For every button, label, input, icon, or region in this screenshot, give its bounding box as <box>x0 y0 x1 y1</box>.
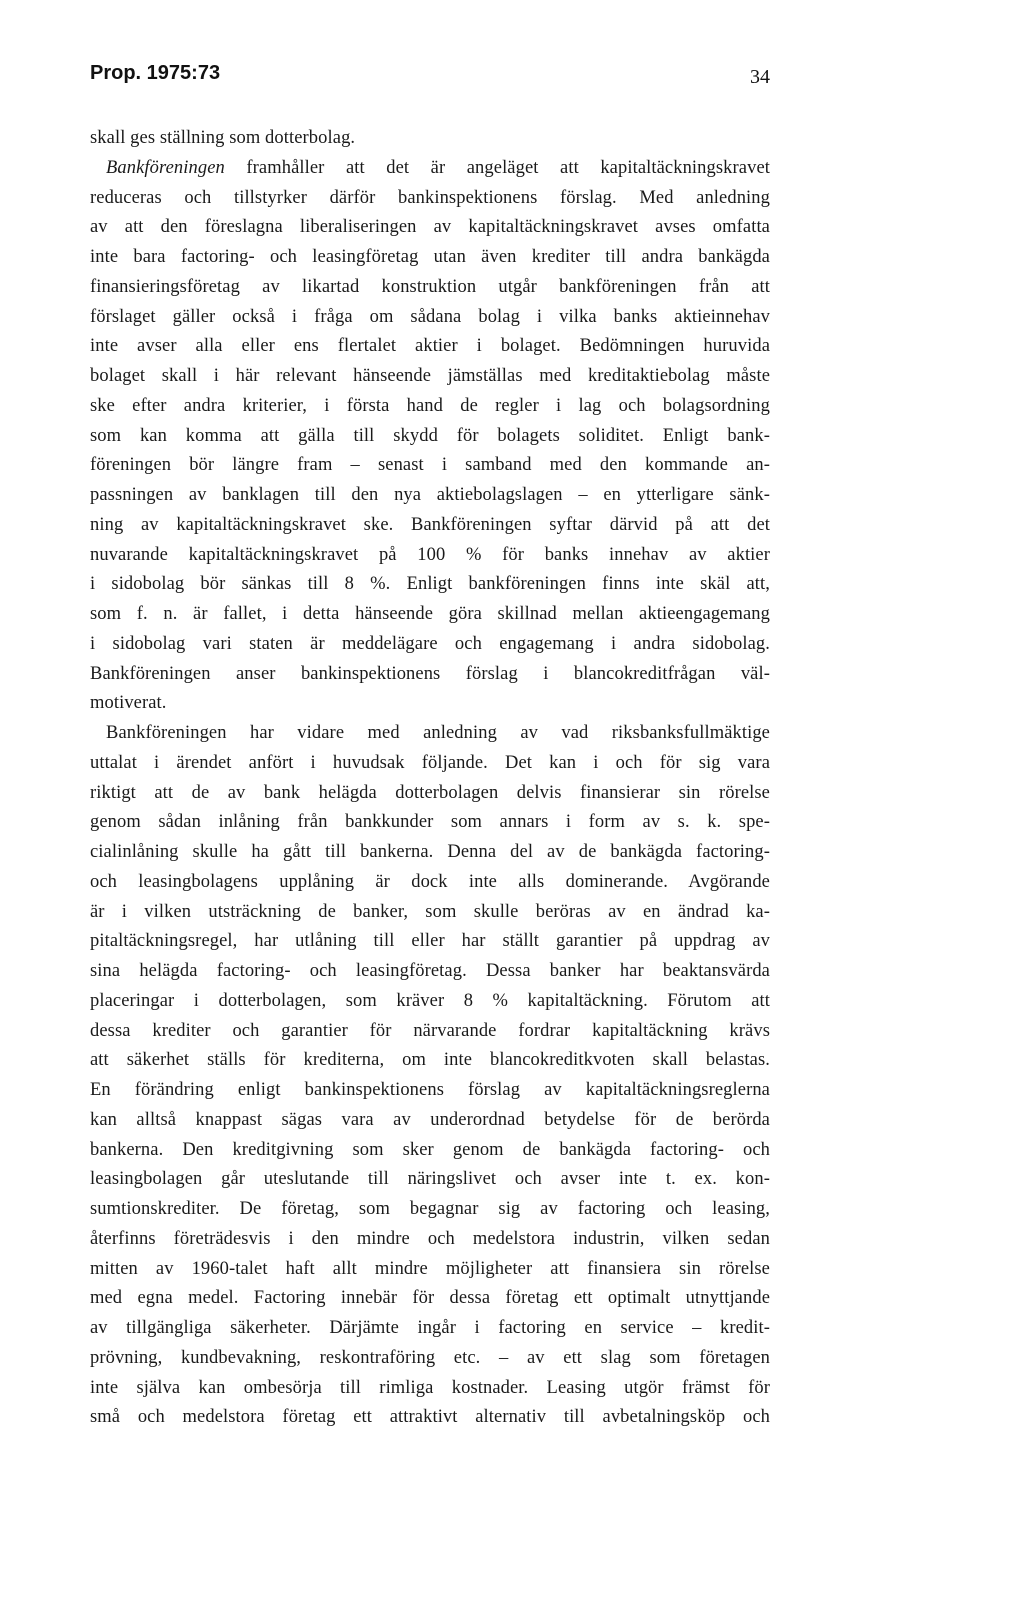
text-line: Bankföreningen anser bankinspektionens förslag i blancokreditfrågan väl- <box>90 663 770 684</box>
text-line: kan alltså knappast sägas vara av underordnad betydelse för de berörda <box>90 1109 770 1130</box>
text-line: Bankföreningen har vidare med anledning av vad riksbanksfullmäktige <box>106 723 770 743</box>
text-line: mitten av 1960-talet haft allt mindre möjligheter att finansiera sin rörelse <box>90 1258 770 1279</box>
text-line: föreningen bör längre fram – senast i samband med den kommande an- <box>90 455 770 476</box>
text-line: är i vilken utsträckning de banker, som skulle beröras av en ändrad ka- <box>90 901 770 922</box>
text-line: inte bara factoring- och leasingföretag utan även krediter till andra bankägda <box>90 247 770 267</box>
text-line: skall ges ställning som dotterbolag. <box>90 128 356 148</box>
text-line: att säkerhet ställs för krediterna, om inte blancokreditkvoten skall belastas. <box>90 1050 770 1071</box>
text-line: sumtionskrediter. De företag, som begagnar sig av factoring och leasing, <box>90 1199 770 1219</box>
text-line: prövning, kundbevakning, reskontraföring etc. – av ett slag som företagen <box>90 1347 770 1368</box>
text-line: och leasingbolagens upplåning är dock inte alls dominerande. Avgörande <box>90 871 770 892</box>
text-line: av tillgängliga säkerheter. Därjämte ingår i factoring en service – kredit- <box>90 1318 770 1338</box>
text-line: ning av kapitaltäckningskravet ske. Bankföreningen syftar därvid på att det <box>90 514 770 535</box>
text-line: nuvarande kapitaltäckningskravet på 100 % för banks innehav av aktier <box>90 544 770 565</box>
text-line: små och medelstora företag ett attraktivt alternativ till avbetalningsköp och <box>90 1407 770 1428</box>
document-reference: Prop. 1975:73 <box>90 62 221 84</box>
text-line: dessa krediter och garantier för närvarande fordrar kapitaltäckning krävs <box>90 1020 770 1041</box>
text-line: med egna medel. Factoring innebär för dessa företag ett optimalt utnyttjande <box>90 1288 770 1309</box>
text-line: passningen av banklagen till den nya aktiebolagslagen – en ytterligare sänk- <box>90 485 770 505</box>
text-line: riktigt att de av bank helägda dotterbolagen delvis finansierar sin rörelse <box>90 782 770 803</box>
text-line: En förändring enligt bankinspektionens förslag av kapitaltäckningsreglerna <box>90 1080 770 1100</box>
italic-organization-name: Bankföreningen <box>106 157 225 178</box>
text-line: ske efter andra kriterier, i första hand de regler i lag och bolagsordning <box>90 395 770 416</box>
text-line: leasingbolagen går uteslutande till näringslivet och avser inte t. ex. kon- <box>90 1169 770 1190</box>
text-line: som kan komma att gälla till skydd för bolagets soliditet. Enligt bank- <box>90 425 770 446</box>
text-line: finansieringsföretag av likartad konstruktion utgår bankföreningen från att <box>90 276 770 297</box>
text-line: motiverat. <box>90 693 167 714</box>
text-line: återfinns företrädesvis i den mindre och medelstora industrin, vilken sedan <box>90 1228 770 1249</box>
page-number: 34 <box>750 66 770 88</box>
text-line: pitaltäckningsregel, har utlåning till eller har ställt garantier på uppdrag av <box>90 931 770 952</box>
text-line: inte avser alla eller ens flertalet aktier i bolaget. Bedömningen huruvida <box>90 336 770 357</box>
text-line: uttalat i ärendet anfört i huvudsak följande. Det kan i och för sig vara <box>90 752 770 773</box>
text-line: i sidobolag vari staten är meddelägare och engagemang i andra sidobolag. <box>90 633 770 654</box>
text-line: sina helägda factoring- och leasingföretag. Dessa banker har beaktansvärda <box>90 961 770 981</box>
text-segment: framhåller att det är angeläget att kapitaltäckningskravet <box>224 157 770 178</box>
body-text <box>90 124 770 1433</box>
text-line: reduceras och tillstyrker därför bankinspektionens förslag. Med anledning <box>90 187 770 208</box>
text-line: placeringar i dotterbolagen, som kräver 8 % kapitaltäckning. Förutom att <box>90 990 770 1011</box>
text-line: förslaget gäller också i fråga om sådana bolag i vilka banks aktieinnehav <box>90 306 770 327</box>
text-line: i sidobolag bör sänkas till 8 %. Enligt bankföreningen finns inte skäl att, <box>90 574 770 595</box>
page-header <box>90 62 770 92</box>
text-line: inte själva kan ombesörja till rimliga kostnader. Leasing utgör främst för <box>90 1377 770 1398</box>
text-line: bankerna. Den kreditgivning som sker genom de bankägda factoring- och <box>90 1139 770 1160</box>
text-line: som f. n. är fallet, i detta hänseende göra skillnad mellan aktieengagemang <box>90 604 770 624</box>
text-line: genom sådan inlåning från bankkunder som annars i form av s. k. spe- <box>90 812 770 833</box>
text-line: cialinlåning skulle ha gått till bankerna. Denna del av de bankägda factoring- <box>90 842 770 862</box>
text-line: bolaget skall i här relevant hänseende jämställas med kreditaktiebolag måste <box>90 366 770 386</box>
text-line <box>90 154 770 184</box>
text-line: av att den föreslagna liberaliseringen av kapitaltäckningskravet avses omfatta <box>90 217 770 238</box>
